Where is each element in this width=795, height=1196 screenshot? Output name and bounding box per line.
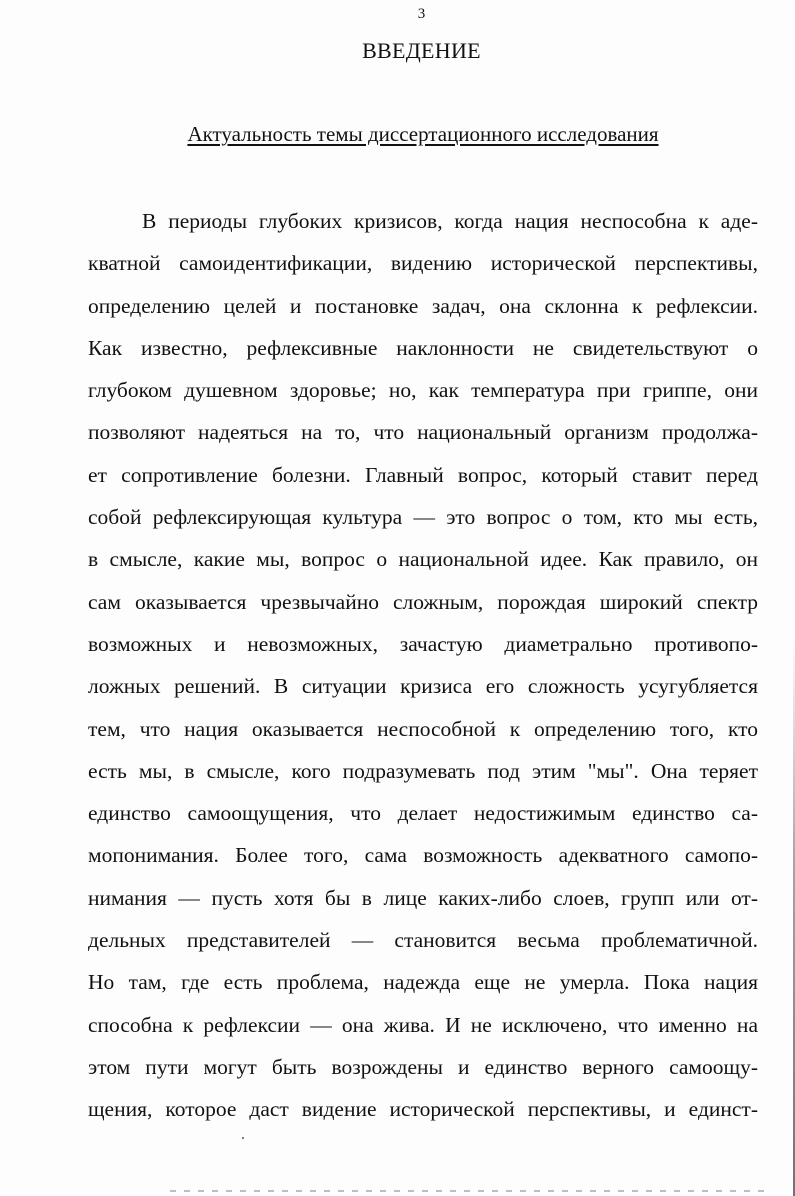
- body-paragraph: [88, 200, 758, 1131]
- text-line: сам оказывается чрезвычайно сложным, порождая широкий спектр: [88, 589, 758, 614]
- text-line: ложных решений. В ситуации кризиса его сложность усугубляется: [88, 674, 758, 699]
- text-line: Но там, где есть проблема, надежда еще не умерла. Пока нация: [88, 970, 758, 995]
- scan-speck: [242, 1137, 244, 1139]
- text-line: способна к рефлексии — она жива. И не исключено, что именно на: [88, 1012, 758, 1037]
- text-line: позволяют надеяться на то, что национальный организм продолжа-: [88, 420, 758, 445]
- text-line: единство самоощущения, что делает недостижимым единство са-: [88, 801, 758, 826]
- text-line: кватной самоидентификации, видению исторической перспективы,: [88, 251, 758, 276]
- scan-bottom-noise: [170, 1190, 770, 1192]
- text-line: мопонимания. Более того, сама возможность адекватного самопо-: [88, 843, 758, 868]
- text-line: возможных и невозможных, зачастую диаметрально противопо-: [88, 631, 758, 656]
- text-line: собой рефлексирующая культура — это вопрос о том, кто мы есть,: [88, 505, 758, 530]
- text-line: определению целей и постановке задач, она склонна к рефлексии.: [88, 293, 758, 318]
- chapter-title: ВВЕДЕНИЕ: [362, 38, 481, 63]
- text-line: тем, что нация оказывается неспособной к определению того, кто: [88, 716, 758, 741]
- text-line: Как известно, рефлексивные наклонности не свидетельствуют о: [88, 335, 758, 360]
- text-line: есть мы, в смысле, кого подразумевать под этим "мы". Она теряет: [88, 758, 758, 783]
- section-title: Актуальность темы диссертационного исследования: [187, 122, 659, 146]
- page-number: 3: [417, 6, 426, 22]
- text-line: дельных представителей — становится весьма проблематичной.: [88, 928, 758, 953]
- text-line: глубоком душевном здоровье; но, как температура при гриппе, они: [88, 378, 758, 403]
- text-line: щения, которое даст видение исторической перспективы, и единст-: [88, 1097, 758, 1122]
- text-line: нимания — пусть хотя бы в лице каких-либо слоев, групп или от-: [88, 885, 758, 910]
- text-line: ет сопротивление болезни. Главный вопрос, который ставит перед: [88, 462, 758, 487]
- text-line: В периоды глубоких кризисов, когда нация неспособна к аде-: [142, 209, 758, 233]
- text-line: этом пути могут быть возрождены и единство верного самоощу-: [88, 1054, 758, 1079]
- text-line: в смысле, какие мы, вопрос о национальной идее. Как правило, он: [88, 547, 758, 572]
